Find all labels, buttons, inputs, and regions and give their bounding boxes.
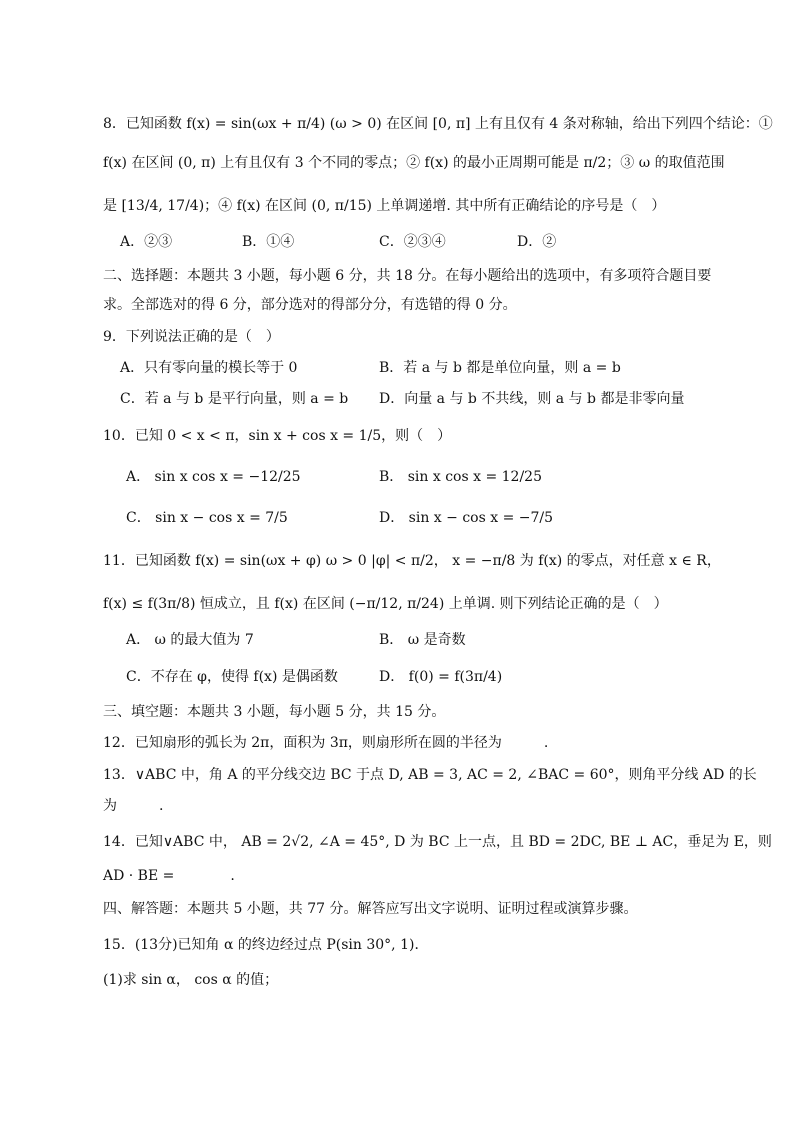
q11-option-d: D． f(0) = f(3π/4) (379, 669, 503, 685)
q11-option-b: B． ω 是奇数 (379, 632, 466, 648)
q11-option-c: C．不存在 φ，使得 f(x) 是偶函数 (126, 669, 338, 685)
q14-line-1: 14．已知∨ABC 中， AB = 2√2, ∠A = 45°, D 为 BC 上一点，且 BD = 2DC, BE ⊥ AC，垂足为 E，则 (103, 834, 772, 850)
q9-option-a: A．只有零向量的模长等于 0 (120, 360, 298, 376)
q8-line-1: 8．已知函数 f(x) = sin(ωx + π/4) (ω > 0) 在区间 [0, π] 上有且仅有 4 条对称轴，给出下列四个结论：① (103, 116, 773, 132)
q13-line-1: 13．∨ABC 中，角 A 的平分线交边 BC 于点 D, AB = 3, AC = 2, ∠BAC = 60°，则角平分线 AD 的长 (103, 767, 757, 783)
q10-option-b: B． sin x cos x = 12/25 (379, 469, 542, 485)
section-4-heading: 四、解答题：本题共 5 小题，共 77 分。解答应写出文字说明、证明过程或演算步骤。 (103, 901, 638, 917)
q14-line-2: AD · BE = . (103, 868, 235, 884)
q13-line-2: 为 . (103, 798, 164, 814)
q10-option-a: A． sin x cos x = −12/25 (126, 469, 301, 485)
q9-option-c: C．若 a 与 b 是平行向量，则 a = b (120, 391, 349, 407)
q10-option-c: C． sin x − cos x = 7/5 (126, 510, 288, 526)
section-2-heading-line-1: 二、选择题：本题共 3 小题，每小题 6 分，共 18 分。在每小题给出的选项中，有多项符合题目要 (103, 268, 712, 284)
section-3-heading: 三、填空题：本题共 3 小题，每小题 5 分，共 15 分。 (103, 704, 446, 720)
q8-option-a: A．②③ (120, 234, 173, 250)
q15-line-1: 15．(13分)已知角 α 的终边经过点 P(sin 30°, 1)． (103, 937, 429, 953)
q8-option-b: B．①④ (242, 234, 295, 250)
q8-line-2: f(x) 在区间 (0, π) 上有且仅有 3 个不同的零点；② f(x) 的最小正周期可能是 π/2；③ ω 的取值范围 (103, 155, 725, 171)
q12-text: 12．已知扇形的弧长为 2π，面积为 3π，则扇形所在圆的半径为 . (103, 735, 549, 751)
q11-line-1: 11．已知函数 f(x) = sin(ωx + φ) ω > 0 |φ| < π/2， x = −π/8 为 f(x) 的零点，对任意 x ∈ R， (103, 553, 721, 569)
q11-option-a: A． ω 的最大值为 7 (126, 632, 254, 648)
q11-line-2: f(x) ≤ f(3π/8) 恒成立，且 f(x) 在区间 (−π/12, π/24) 上单调. 则下列结论正确的是（ ） (103, 596, 668, 612)
q8-option-c: C．②③④ (379, 234, 446, 250)
section-2-heading-line-2: 求。全部选对的得 6 分，部分选对的得部分分，有选错的得 0 分。 (103, 297, 517, 313)
q8-option-d: D．② (517, 234, 557, 250)
q15-line-2: (1)求 sin α， cos α 的值； (103, 972, 279, 988)
q9-stem: 9．下列说法正确的是（ ） (103, 329, 280, 345)
q8-line-3: 是 [13/4, 17/4)；④ f(x) 在区间 (0, π/15) 上单调递增. 其中所有正确结论的序号是（ ） (103, 198, 666, 214)
q9-option-b: B．若 a 与 b 都是单位向量，则 a = b (379, 360, 621, 376)
q10-stem: 10．已知 0 < x < π，sin x + cos x = 1/5，则（ ） (103, 428, 452, 444)
q10-option-d: D． sin x − cos x = −7/5 (379, 510, 554, 526)
q9-option-d: D．向量 a 与 b 不共线，则 a 与 b 都是非零向量 (379, 391, 685, 407)
